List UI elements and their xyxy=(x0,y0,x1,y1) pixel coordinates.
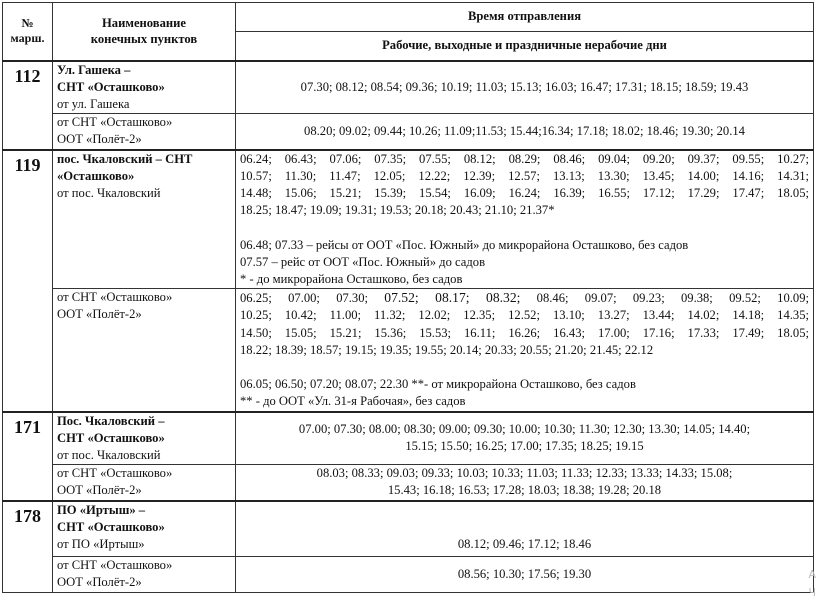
stop-direction: от пос. Чкаловский xyxy=(57,448,161,463)
stop-name: Ул. Гашека – xyxy=(57,62,131,77)
stop-direction: от ПО «Иртыш» xyxy=(57,537,145,552)
stop-name: от СНТ «Осташково» xyxy=(57,290,173,305)
stop-name: «Осташково» xyxy=(57,168,135,183)
route-112-stop-to xyxy=(53,114,236,150)
times-line: 15.43; 16.18; 16.53; 17.28; 18.03; 18.38; 19.28; 20.18 xyxy=(387,483,662,498)
times-line: 18.22; 18.39; 18.57; 19.15; 19.35; 19.55; 20.14; 20.33; 20.55; 21.20; 21.45; 22.12 xyxy=(240,342,654,357)
header-departure-time: Время отправления xyxy=(236,3,814,32)
route-178-times-from: 08.12; 09.46; 17.12; 18.46 xyxy=(236,501,814,557)
stop-name: ПО «Иртыш» – xyxy=(57,502,146,517)
times-line: 06.25; 07.00; 07.30; 07.52; 08.17; 08.32; 08.46; 09.07; 09.23; 09.38; 09.52; 10.09; xyxy=(240,290,810,306)
header-name-line1: Наименование xyxy=(102,16,186,31)
stop-name: СНТ «Осташково» xyxy=(57,79,165,94)
schedule-note: 07.57 – рейс от ООТ «Пос. Южный» до садов xyxy=(240,254,486,269)
times-line: 07.00; 07.30; 08.00; 08.30; 09.00; 09.30; 10.00; 10.30; 11.30; 12.30; 13.30; 14.05; 14.40; xyxy=(298,422,751,437)
route-119-stop-to xyxy=(53,289,236,412)
route-171-stop-to xyxy=(53,465,236,501)
route-number-119: 119 xyxy=(3,150,53,412)
route-112-stop-from xyxy=(53,61,236,114)
stop-direction: от пос. Чкаловский xyxy=(57,186,161,201)
route-112-times-to: 08.20; 09.02; 09.44; 10.26; 11.09;11.53; 15.44;16.34; 17.18; 18.02; 18.46; 19.30; 20.14 xyxy=(236,114,814,150)
stop-direction: от ул. Гашека xyxy=(57,96,130,111)
route-178-stop-to xyxy=(53,557,236,592)
route-number-112: 112 xyxy=(3,61,53,150)
times-line: 10.25; 10.42; 11.00; 11.32; 12.02; 12.35; 12.52; 13.10; 13.27; 13.44; 14.02; 14.18; 14.35; xyxy=(240,308,809,323)
corner-watermark-b: Ч xyxy=(808,586,816,599)
schedule-note: 06.48; 07.33 – рейсы от ООТ «Пос. Южный» до микрорайона Осташково, без садов xyxy=(240,237,689,252)
route-119-times-from xyxy=(236,150,814,289)
route-119-times-to xyxy=(236,289,814,412)
route-178-stop-from xyxy=(53,501,236,557)
times-line: 14.50; 15.05; 15.21; 15.36; 15.53; 16.11; 16.26; 16.43; 17.00; 17.16; 17.33; 17.49; 18.05; xyxy=(240,325,809,340)
route-112-times-from: 07.30; 08.12; 08.54; 09.36; 10.19; 11.03; 15.13; 16.03; 16.47; 17.31; 18.15; 18.59; 19.43 xyxy=(236,61,814,114)
stop-name: от СНТ «Осташково» xyxy=(57,115,173,130)
schedule-table xyxy=(2,2,814,593)
schedule-note: ** - до ООТ «Ул. 31-я Рабочая», без садов xyxy=(240,394,466,409)
stop-name: от СНТ «Осташково» xyxy=(57,558,173,573)
stop-name: ООТ «Полёт-2» xyxy=(57,483,142,498)
corner-watermark-a: А xyxy=(808,568,816,581)
route-119-stop-from xyxy=(53,150,236,289)
header-route-number: № марш. xyxy=(3,3,53,61)
highlighted-times: 07.52; 08.17; 08.32; xyxy=(384,290,521,306)
schedule-note: 06.05; 06.50; 07.20; 08.07; 22.30 **- от микрорайона Осташково, без садов xyxy=(240,377,636,392)
schedule-note: * - до микрорайона Осташково, без садов xyxy=(240,272,463,287)
header-terminal-points xyxy=(53,3,236,61)
times-line: 15.15; 15.50; 16.25; 17.00; 17.35; 18.25; 19.15 xyxy=(405,439,644,454)
stop-name: СНТ «Осташково» xyxy=(57,430,165,445)
stop-name: ООТ «Полёт-2» xyxy=(57,132,142,147)
route-178-times-to: 08.56; 10.30; 17.56; 19.30 xyxy=(236,557,814,592)
times-line: 06.24; 06.43; 07.06; 07.35; 07.55; 08.12; 08.29; 08.46; 09.04; 09.20; 09.37; 09.55; 10.27; xyxy=(240,151,809,166)
times-line: 08.03; 08.33; 09.03; 09.33; 10.03; 10.33; 11.03; 11.33; 12.33; 13.33; 14.33; 15.08; xyxy=(316,466,733,481)
header-day-type: Рабочие, выходные и праздничные нерабочие дни xyxy=(236,32,814,61)
header-name-line2: конечных пунктов xyxy=(90,32,198,47)
route-171-times-to xyxy=(236,465,814,501)
times-line: 18.25; 18.47; 19.09; 19.31; 19.53; 20.18; 20.43; 21.10; 21.37* xyxy=(240,203,555,218)
route-171-stop-from xyxy=(53,412,236,465)
route-number-178: 178 xyxy=(3,501,53,592)
times-line: 14.48; 15.06; 15.21; 15.39; 15.54; 16.09; 16.24; 16.39; 16.55; 17.12; 17.29; 17.47; 18.05; xyxy=(240,186,809,201)
stop-name: от СНТ «Осташково» xyxy=(57,466,173,481)
times-line: 10.57; 11.30; 11.47; 12.05; 12.22; 12.39; 12.57; 13.13; 13.30; 13.45; 14.00; 14.16; 14.31; xyxy=(240,168,809,183)
stop-name: ООТ «Полёт-2» xyxy=(57,575,142,590)
route-number-171: 171 xyxy=(3,412,53,501)
route-171-times-from xyxy=(236,412,814,465)
stop-name: ООТ «Полёт-2» xyxy=(57,307,142,322)
stop-name: Пос. Чкаловский – xyxy=(57,413,165,428)
stop-name: СНТ «Осташково» xyxy=(57,519,165,534)
stop-name: пос. Чкаловский – СНТ xyxy=(57,151,193,166)
